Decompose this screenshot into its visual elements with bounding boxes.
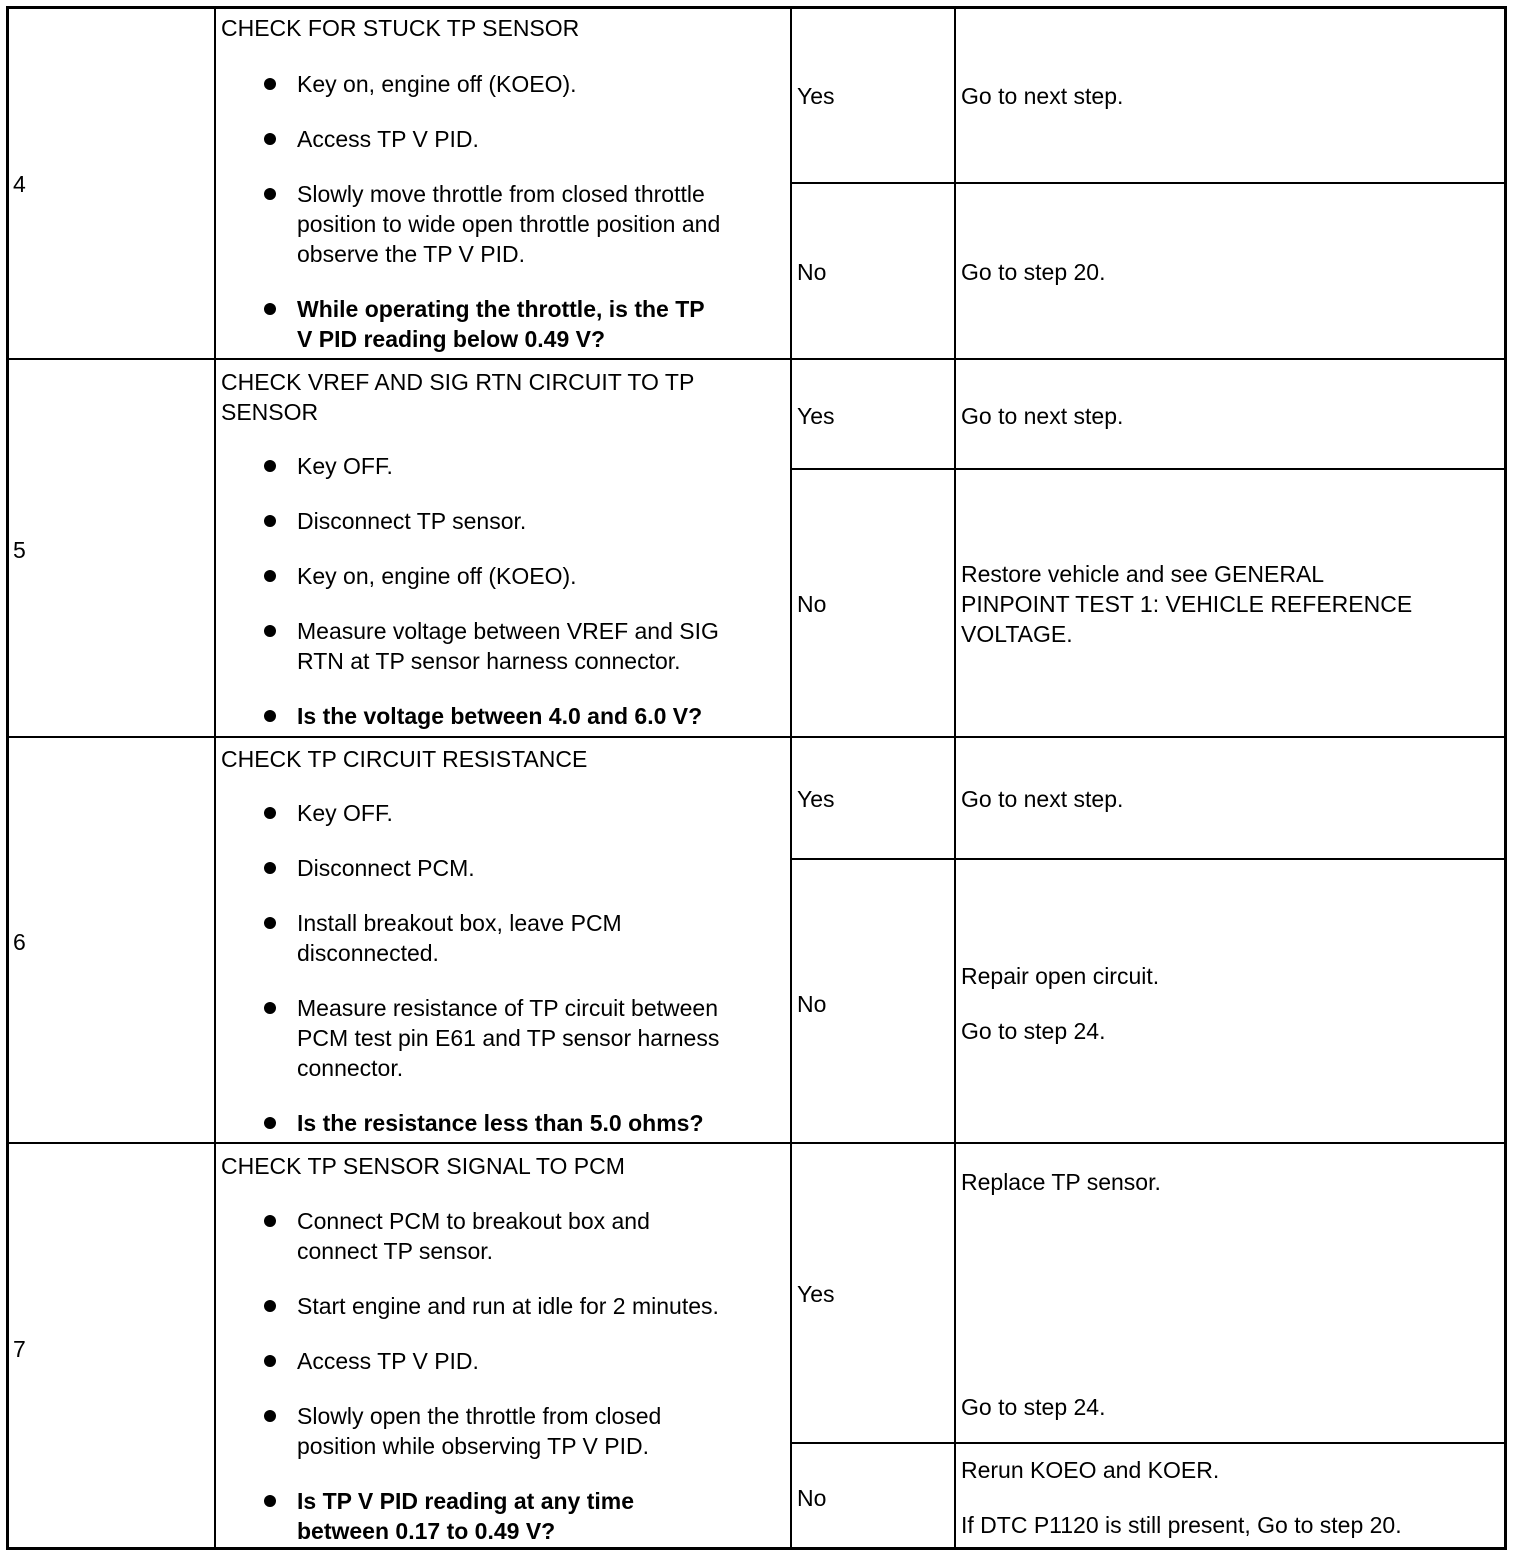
step-bullet: Key on, engine off (KOEO). xyxy=(297,71,577,97)
step-number: 6 xyxy=(13,929,26,955)
action-text: Go to step 24. xyxy=(961,1394,1106,1420)
step-question: While operating the throttle, is the TP V PID reading below 0.49 V? xyxy=(297,296,705,352)
action-text: Rerun KOEO and KOER. xyxy=(961,1457,1220,1483)
step-title: CHECK TP CIRCUIT RESISTANCE xyxy=(221,746,588,772)
step-bullet: Access TP V PID. xyxy=(297,1348,479,1374)
column-divider xyxy=(214,9,216,1547)
answer-yes: Yes xyxy=(797,1281,835,1307)
step-number: 5 xyxy=(13,537,26,563)
row-divider xyxy=(9,1142,1504,1144)
column-divider xyxy=(790,9,792,1547)
step-bullet: Measure voltage between VREF and SIG RTN at TP sensor harness connector. xyxy=(297,618,719,674)
step-title: CHECK VREF AND SIG RTN CIRCUIT TO TP SENSOR xyxy=(221,369,695,425)
row-divider xyxy=(792,858,1504,860)
step-bullet: Start engine and run at idle for 2 minutes. xyxy=(297,1293,719,1319)
step-number: 7 xyxy=(13,1336,26,1362)
action-text: Go to step 24. xyxy=(961,1018,1106,1044)
step-title: CHECK FOR STUCK TP SENSOR xyxy=(221,15,580,41)
answer-yes: Yes xyxy=(797,403,835,429)
action-text: Go to next step. xyxy=(961,83,1124,109)
row-divider xyxy=(792,468,1504,470)
answer-no: No xyxy=(797,259,827,285)
step-bullet: Connect PCM to breakout box and connect TP sensor. xyxy=(297,1208,650,1264)
step-title: CHECK TP SENSOR SIGNAL TO PCM xyxy=(221,1153,625,1179)
step-bullet: Key OFF. xyxy=(297,453,393,479)
step-bullet: Access TP V PID. xyxy=(297,126,479,152)
row-divider xyxy=(792,182,1504,184)
row-divider xyxy=(9,358,1504,360)
step-bullet: Key on, engine off (KOEO). xyxy=(297,563,577,589)
step-bullet: Disconnect TP sensor. xyxy=(297,508,527,534)
action-text: Repair open circuit. xyxy=(961,963,1160,989)
answer-yes: Yes xyxy=(797,786,835,812)
answer-no: No xyxy=(797,1485,827,1511)
step-bullet: Slowly open the throttle from closed position while observing TP V PID. xyxy=(297,1403,662,1459)
step-question: Is TP V PID reading at any time between 0.17 to 0.49 V? xyxy=(297,1488,635,1544)
action-text: Replace TP sensor. xyxy=(961,1169,1161,1195)
action-text: Go to next step. xyxy=(961,403,1124,429)
action-text: Restore vehicle and see GENERAL PINPOINT TEST 1: VEHICLE REFERENCE VOLTAGE. xyxy=(961,561,1413,647)
step-number: 4 xyxy=(13,171,26,197)
step-bullet: Disconnect PCM. xyxy=(297,855,475,881)
answer-no: No xyxy=(797,591,827,617)
step-bullet: Install breakout box, leave PCM disconnected. xyxy=(297,910,622,966)
row-divider xyxy=(9,736,1504,738)
column-divider xyxy=(954,9,956,1547)
answer-yes: Yes xyxy=(797,83,835,109)
action-text: Go to next step. xyxy=(961,786,1124,812)
step-question: Is the voltage between 4.0 and 6.0 V? xyxy=(297,703,703,729)
answer-no: No xyxy=(797,991,827,1017)
step-bullet: Measure resistance of TP circuit between PCM test pin E61 and TP sensor harness connector. xyxy=(297,995,720,1081)
action-text: Go to step 20. xyxy=(961,259,1106,285)
step-bullet: Key OFF. xyxy=(297,800,393,826)
row-divider xyxy=(792,1442,1504,1444)
diagnostic-table xyxy=(6,6,1507,1550)
action-text: If DTC P1120 is still present, Go to step 20. xyxy=(961,1512,1402,1538)
step-bullet: Slowly move throttle from closed throttle position to wide open throttle position and observe the TP V PID. xyxy=(297,181,721,267)
step-question: Is the resistance less than 5.0 ohms? xyxy=(297,1110,704,1136)
